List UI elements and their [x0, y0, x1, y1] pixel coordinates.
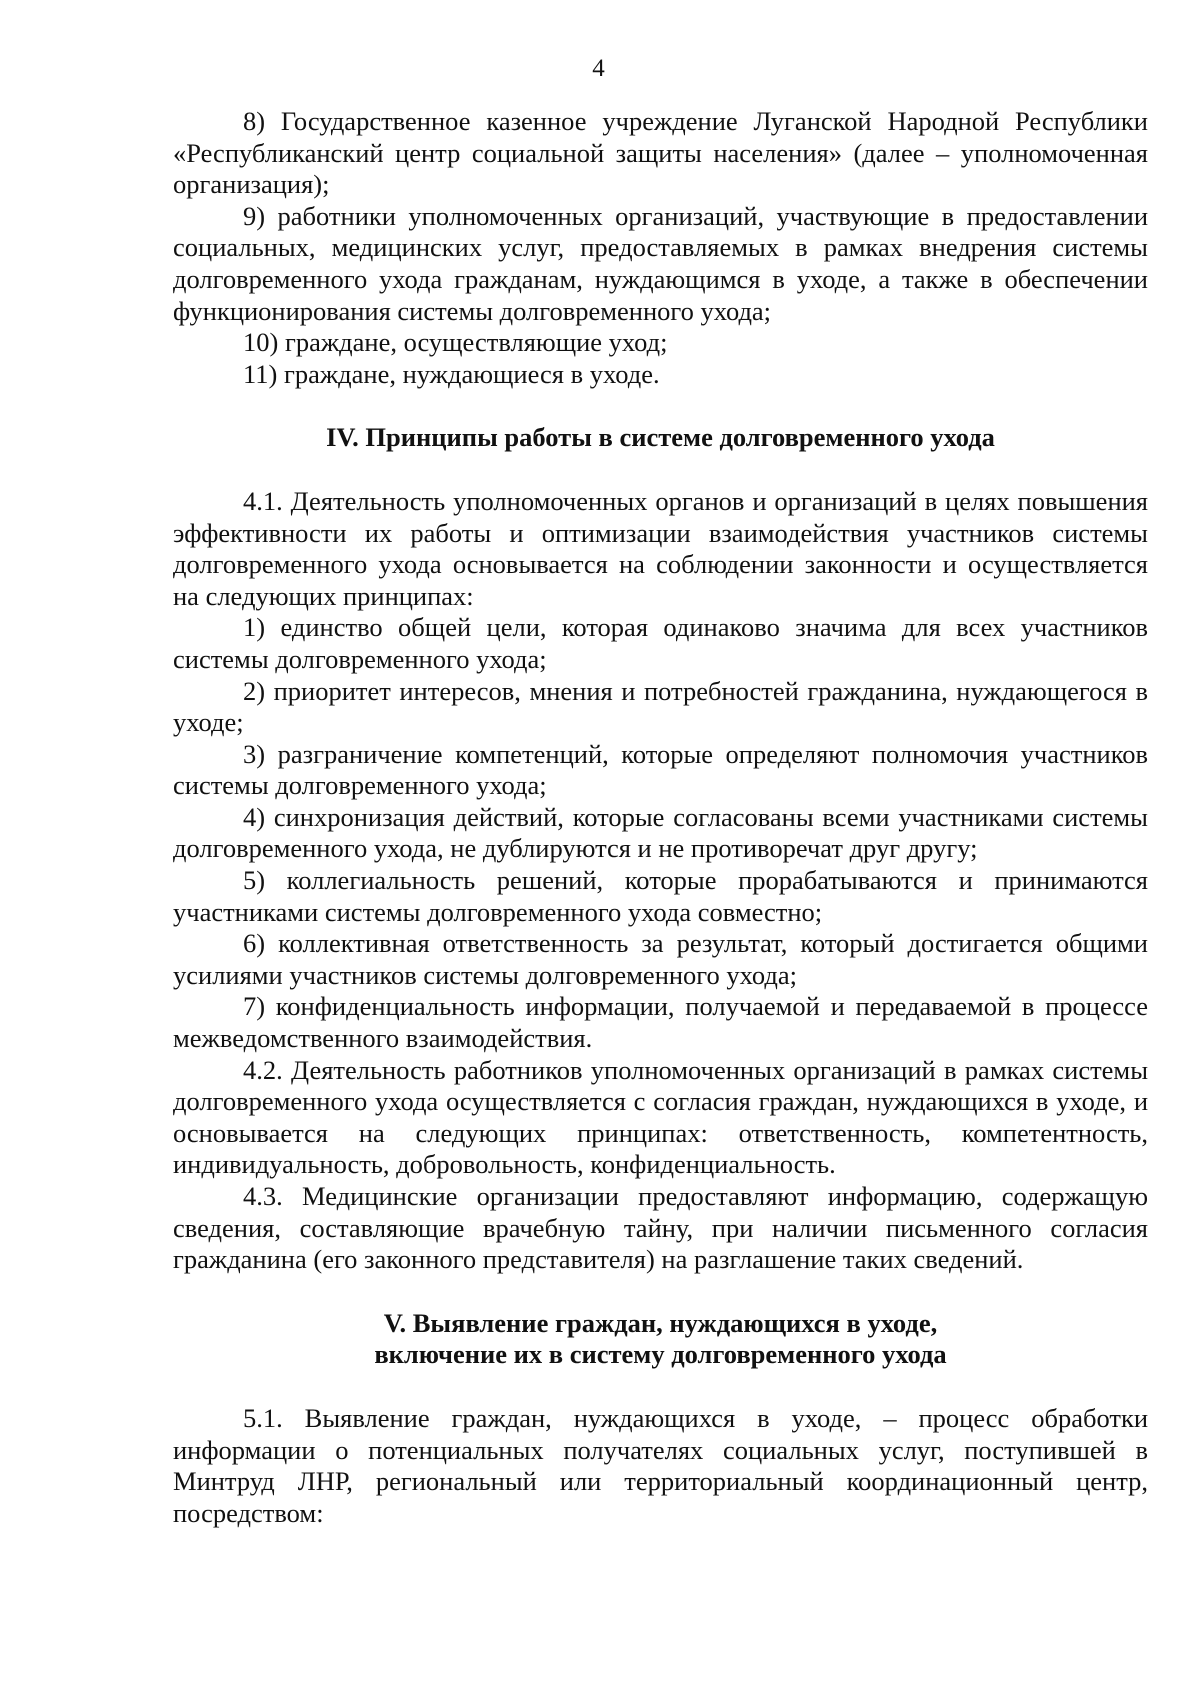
principle-4: 4) синхронизация действий, которые согласованы всеми участниками системы долговременного ухода, не дублируются и не противоречат друг другу; [173, 801, 1148, 864]
paragraph-item-9: 9) работники уполномоченных организаций, участвующие в предоставлении социальных, медицинских услуг, предоставляемых в рамках внедрения системы долговременного ухода гражданам, нуждающимся в уходе, а также в обеспечении функционирования системы долговременного ухода; [173, 200, 1148, 326]
section-heading-v [173, 1308, 1148, 1371]
section-heading-v-line-1: V. Выявление граждан, нуждающихся в уходе, [383, 1307, 938, 1338]
paragraph-4-3: 4.3. Медицинские организации предоставляют информацию, содержащую сведения, составляющие врачебную тайну, при наличии письменного согласия гражданина (его законного представителя) на разглашение таких сведений. [173, 1181, 1148, 1275]
paragraph-4-2: 4.2. Деятельность работников уполномоченных организаций в рамках системы долговременного ухода осуществляется с согласия граждан, нуждающихся в уходе, и основывается на следующих принципах: ответственность, компетентность, индивидуальность, добровольность, конфиденциальность. [173, 1054, 1148, 1180]
paragraph-5-1: 5.1. Выявление граждан, нуждающихся в уходе, – процесс обработки информации о потенциальных получателях социальных услуг, поступившей в Минтруд ЛНР, региональный или территориальный координационный центр, посредством: [173, 1402, 1148, 1528]
paragraph-item-8: 8) Государственное казенное учреждение Луганской Народной Республики «Республиканский центр социальной защиты населения» (далее – уполномоченная организация); [173, 106, 1148, 200]
principle-1: 1) единство общей цели, которая одинаково значима для всех участников системы долговременного ухода; [173, 612, 1148, 674]
section-heading-iv-line: IV. Принципы работы в системе долговременного ухода [326, 422, 995, 453]
principle-5: 5) коллегиальность решений, которые прорабатываются и принимаются участниками системы долговременного ухода совместно; [173, 865, 1148, 927]
principle-3: 3) разграничение компетенций, которые определяют полномочия участников системы долговременного ухода; [173, 738, 1148, 801]
principle-7: 7) конфиденциальность информации, получаемой и передаваемой в процессе межведомственного взаимодействия. [173, 991, 1148, 1054]
paragraph-item-11: 11) граждане, нуждающиеся в уходе. [243, 358, 660, 389]
section-heading-iv [173, 422, 1148, 454]
principle-2: 2) приоритет интересов, мнения и потребностей гражданина, нуждающегося в уходе; [173, 675, 1148, 738]
paragraph-item-10: 10) граждане, осуществляющие уход; [243, 327, 668, 358]
section-heading-v-line-2: включение их в систему долговременного ухода [374, 1339, 947, 1370]
paragraph-4-1: 4.1. Деятельность уполномоченных органов и организаций в целях повышения эффективности их работы и оптимизации взаимодействия участников системы долговременного ухода основывается на соблюдении законности и осуществляется на следующих принципах: [173, 485, 1148, 611]
page-number: 4 [592, 55, 605, 82]
principle-6: 6) коллективная ответственность за результат, который достигается общими усилиями участников системы долговременного ухода; [173, 928, 1148, 990]
